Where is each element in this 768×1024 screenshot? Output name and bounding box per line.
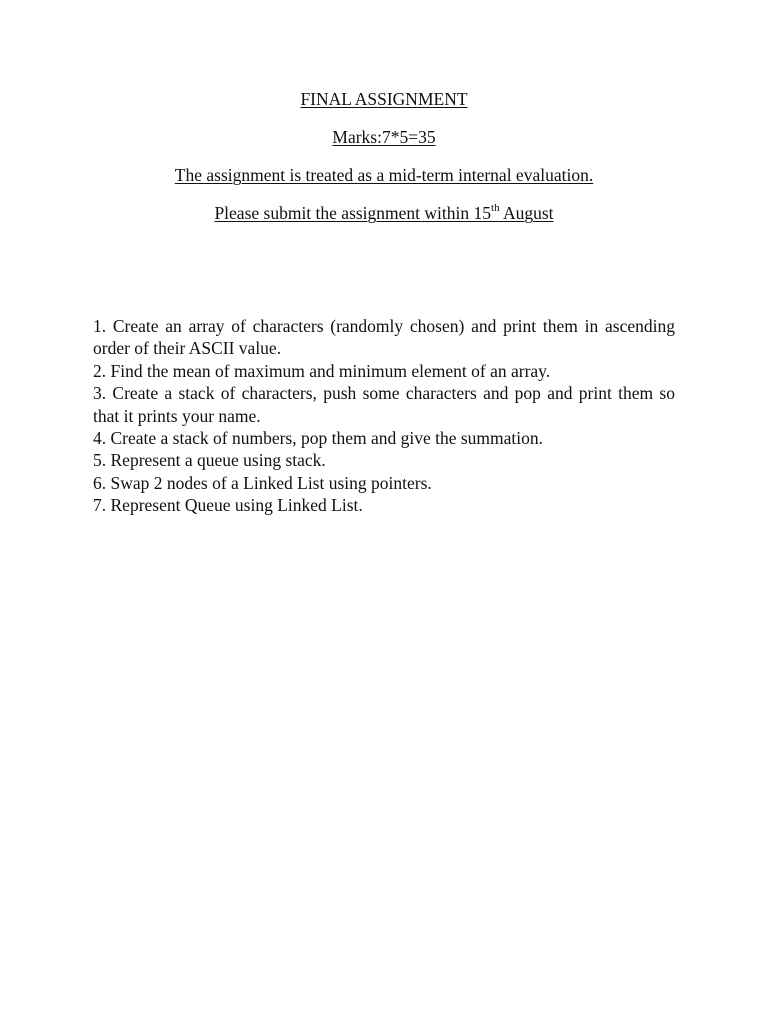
evaluation-note-text: The assignment is treated as a mid-term internal evaluation. bbox=[174, 165, 594, 185]
assignment-title-text: FINAL ASSIGNMENT bbox=[300, 89, 468, 109]
question-item: 2. Find the mean of maximum and minimum element of an array. bbox=[93, 360, 551, 381]
submission-deadline bbox=[0, 202, 768, 224]
marks-line bbox=[0, 126, 768, 148]
marks-text: Marks:7*5=35 bbox=[332, 127, 436, 147]
question-item: 4. Create a stack of numbers, pop them and give the summation. bbox=[93, 428, 544, 449]
question-item: 3. Create a stack of characters, push some characters and pop and print them so that it prints your name. bbox=[93, 383, 675, 426]
question-item: 1. Create an array of characters (randomly chosen) and print them in ascending order of their ASCII value. bbox=[93, 316, 675, 359]
question-item: 7. Represent Queue using Linked List. bbox=[93, 495, 363, 516]
question-item: 6. Swap 2 nodes of a Linked List using pointers. bbox=[93, 472, 432, 493]
deadline-prefix: Please submit the assignment within 15 bbox=[214, 203, 492, 223]
deadline-suffix: August bbox=[499, 203, 554, 223]
assignment-title bbox=[0, 88, 768, 110]
evaluation-note bbox=[0, 164, 768, 186]
question-list bbox=[93, 315, 675, 517]
question-item: 5. Represent a queue using stack. bbox=[93, 450, 326, 471]
submission-deadline-text bbox=[214, 203, 553, 223]
deadline-superscript: th bbox=[491, 202, 500, 215]
